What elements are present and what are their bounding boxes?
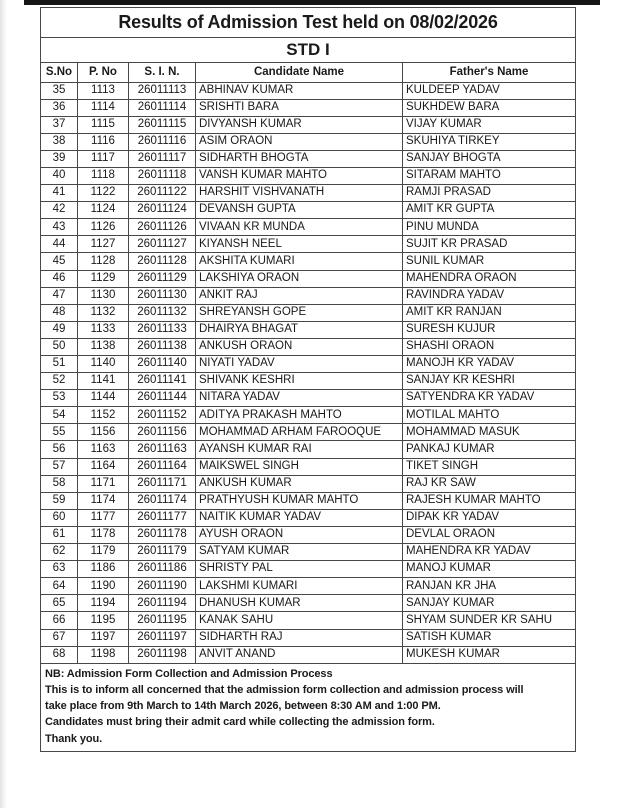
table-row xyxy=(41,150,576,167)
table-row xyxy=(41,424,576,441)
cell: 26011132 xyxy=(129,304,196,321)
cell: 38 xyxy=(41,133,78,150)
cell: SHREYANSH GOPE xyxy=(196,304,403,321)
cell: 26011174 xyxy=(129,492,196,509)
table-row xyxy=(41,373,576,390)
cell: 37 xyxy=(41,116,78,133)
cell: 1194 xyxy=(78,595,129,612)
cell: MAHENDRA ORAON xyxy=(403,270,576,287)
cell: 63 xyxy=(41,561,78,578)
cell: MOHAMMAD MASUK xyxy=(403,424,576,441)
table-row xyxy=(41,578,576,595)
column-header-row xyxy=(41,63,576,83)
cell: 61 xyxy=(41,526,78,543)
table-row xyxy=(41,595,576,612)
table-row xyxy=(41,116,576,133)
cell: KULDEEP YADAV xyxy=(403,82,576,99)
table-row xyxy=(41,526,576,543)
note-box xyxy=(41,663,576,751)
cell: SANJAY KUMAR xyxy=(403,595,576,612)
table-row xyxy=(41,253,576,270)
cell: AMIT KR RANJAN xyxy=(403,304,576,321)
note-row xyxy=(41,663,576,751)
cell: 1132 xyxy=(78,304,129,321)
column-header-3: Candidate Name xyxy=(196,63,403,83)
page-title: Results of Admission Test held on 08/02/2026 xyxy=(41,8,576,38)
cell: AYANSH KUMAR RAI xyxy=(196,441,403,458)
cell: SIDHARTH BHOGTA xyxy=(196,150,403,167)
cell: SANJAY BHOGTA xyxy=(403,150,576,167)
cell: 59 xyxy=(41,492,78,509)
cell: KANAK SAHU xyxy=(196,612,403,629)
table-row xyxy=(41,629,576,646)
table-row xyxy=(41,202,576,219)
note-line: NB: Admission Form Collection and Admission Process xyxy=(45,667,333,680)
cell: SHYAM SUNDER KR SAHU xyxy=(403,612,576,629)
cell: 1127 xyxy=(78,236,129,253)
note-line: This is to inform all concerned that the admission form collection and admission process will xyxy=(45,683,524,696)
cell: 45 xyxy=(41,253,78,270)
cell: 26011140 xyxy=(129,356,196,373)
cell: ASIM ORAON xyxy=(196,133,403,150)
cell: SRISHTI BARA xyxy=(196,99,403,116)
cell: 1115 xyxy=(78,116,129,133)
cell: 26011126 xyxy=(129,219,196,236)
cell: AKSHITA KUMARI xyxy=(196,253,403,270)
cell: MUKESH KUMAR xyxy=(403,646,576,663)
cell: MOTILAL MAHTO xyxy=(403,407,576,424)
cell: 44 xyxy=(41,236,78,253)
cell: 26011129 xyxy=(129,270,196,287)
cell: 1195 xyxy=(78,612,129,629)
table-row xyxy=(41,236,576,253)
table-row xyxy=(41,561,576,578)
table-row xyxy=(41,509,576,526)
cell: 1124 xyxy=(78,202,129,219)
cell: ADITYA PRAKASH MAHTO xyxy=(196,407,403,424)
cell: 1178 xyxy=(78,526,129,543)
cell: AYUSH ORAON xyxy=(196,526,403,543)
cell: RAJ KR SAW xyxy=(403,475,576,492)
cell: 1118 xyxy=(78,167,129,184)
cell: DEVANSH GUPTA xyxy=(196,202,403,219)
cell: ANKIT RAJ xyxy=(196,287,403,304)
cell: 26011178 xyxy=(129,526,196,543)
cell: 1171 xyxy=(78,475,129,492)
table-row xyxy=(41,458,576,475)
table-row xyxy=(41,321,576,338)
cell: 26011141 xyxy=(129,373,196,390)
cell: 26011190 xyxy=(129,578,196,595)
cell: 55 xyxy=(41,424,78,441)
cell: 68 xyxy=(41,646,78,663)
note-line: Thank you. xyxy=(45,732,103,745)
cell: VANSH KUMAR MAHTO xyxy=(196,167,403,184)
cell: LAKSHIYA ORAON xyxy=(196,270,403,287)
cell: 26011138 xyxy=(129,338,196,355)
cell: SIDHARTH RAJ xyxy=(196,629,403,646)
cell: PRATHYUSH KUMAR MAHTO xyxy=(196,492,403,509)
cell: 49 xyxy=(41,321,78,338)
cell: 56 xyxy=(41,441,78,458)
cell: 26011144 xyxy=(129,390,196,407)
cell: 1129 xyxy=(78,270,129,287)
table-row xyxy=(41,492,576,509)
cell: 1190 xyxy=(78,578,129,595)
cell: 26011198 xyxy=(129,646,196,663)
table-row xyxy=(41,287,576,304)
cell: 57 xyxy=(41,458,78,475)
table-row xyxy=(41,390,576,407)
cell: 26011118 xyxy=(129,167,196,184)
scan-artifact-bar xyxy=(24,0,600,5)
cell: MANOJH KR YADAV xyxy=(403,356,576,373)
cell: 1144 xyxy=(78,390,129,407)
cell: SHASHI ORAON xyxy=(403,338,576,355)
column-header-0: S.No xyxy=(41,63,78,83)
column-header-2: S. I. N. xyxy=(129,63,196,83)
table-row xyxy=(41,304,576,321)
cell: 36 xyxy=(41,99,78,116)
title-row xyxy=(41,8,576,38)
cell: 35 xyxy=(41,82,78,99)
cell: 1164 xyxy=(78,458,129,475)
cell: 26011177 xyxy=(129,509,196,526)
cell: 26011116 xyxy=(129,133,196,150)
table-row xyxy=(41,133,576,150)
cell: 26011130 xyxy=(129,287,196,304)
cell: SITARAM MAHTO xyxy=(403,167,576,184)
cell: 26011114 xyxy=(129,99,196,116)
cell: 54 xyxy=(41,407,78,424)
column-header-4: Father's Name xyxy=(403,63,576,83)
cell: SATYENDRA KR YADAV xyxy=(403,390,576,407)
table-row xyxy=(41,646,576,663)
cell: 48 xyxy=(41,304,78,321)
cell: 41 xyxy=(41,185,78,202)
cell: 1141 xyxy=(78,373,129,390)
cell: VIJAY KUMAR xyxy=(403,116,576,133)
subtitle-row xyxy=(41,38,576,63)
cell: ABHINAV KUMAR xyxy=(196,82,403,99)
table-row xyxy=(41,356,576,373)
cell: 26011127 xyxy=(129,236,196,253)
cell: 1177 xyxy=(78,509,129,526)
cell: HARSHIT VISHVANATH xyxy=(196,185,403,202)
cell: 1163 xyxy=(78,441,129,458)
cell: NAITIK KUMAR YADAV xyxy=(196,509,403,526)
cell: 26011194 xyxy=(129,595,196,612)
cell: RAJESH KUMAR MAHTO xyxy=(403,492,576,509)
note-line: take place from 9th March to 14th March 2026, between 8:30 AM and 1:00 PM. xyxy=(45,700,441,713)
table-row xyxy=(41,544,576,561)
table-row xyxy=(41,270,576,287)
cell: SUNIL KUMAR xyxy=(403,253,576,270)
cell: 51 xyxy=(41,356,78,373)
cell: 1128 xyxy=(78,253,129,270)
cell: 64 xyxy=(41,578,78,595)
cell: 26011186 xyxy=(129,561,196,578)
cell: 26011163 xyxy=(129,441,196,458)
cell: 66 xyxy=(41,612,78,629)
cell: 26011164 xyxy=(129,458,196,475)
cell: 40 xyxy=(41,167,78,184)
cell: 1179 xyxy=(78,544,129,561)
cell: 26011156 xyxy=(129,424,196,441)
cell: SUKHDEW BARA xyxy=(403,99,576,116)
column-header-1: P. No xyxy=(78,63,129,83)
table-row xyxy=(41,612,576,629)
cell: DIVYANSH KUMAR xyxy=(196,116,403,133)
cell: SHIVANK KESHRI xyxy=(196,373,403,390)
cell: 65 xyxy=(41,595,78,612)
cell: 50 xyxy=(41,338,78,355)
cell: SATISH KUMAR xyxy=(403,629,576,646)
results-table xyxy=(40,7,576,752)
cell: 1198 xyxy=(78,646,129,663)
cell: MAHENDRA KR YADAV xyxy=(403,544,576,561)
cell: RAMJI PRASAD xyxy=(403,185,576,202)
cell: 26011152 xyxy=(129,407,196,424)
cell: 62 xyxy=(41,544,78,561)
cell: MOHAMMAD ARHAM FAROOQUE xyxy=(196,424,403,441)
table-row xyxy=(41,441,576,458)
cell: 26011124 xyxy=(129,202,196,219)
cell: DIPAK KR YADAV xyxy=(403,509,576,526)
cell: SURESH KUJUR xyxy=(403,321,576,338)
cell: 26011122 xyxy=(129,185,196,202)
cell: 26011197 xyxy=(129,629,196,646)
cell: SKUHIYA TIRKEY xyxy=(403,133,576,150)
cell: 58 xyxy=(41,475,78,492)
cell: ANKUSH ORAON xyxy=(196,338,403,355)
cell: 26011117 xyxy=(129,150,196,167)
cell: PINU MUNDA xyxy=(403,219,576,236)
cell: AMIT KR GUPTA xyxy=(403,202,576,219)
cell: 1117 xyxy=(78,150,129,167)
cell: 26011113 xyxy=(129,82,196,99)
cell: ANKUSH KUMAR xyxy=(196,475,403,492)
cell: 1156 xyxy=(78,424,129,441)
scan-edge-shading xyxy=(0,0,7,808)
cell: MAIKSWEL SINGH xyxy=(196,458,403,475)
cell: RANJAN KR JHA xyxy=(403,578,576,595)
cell: 1114 xyxy=(78,99,129,116)
cell: 1140 xyxy=(78,356,129,373)
cell: 26011179 xyxy=(129,544,196,561)
cell: 53 xyxy=(41,390,78,407)
cell: 26011195 xyxy=(129,612,196,629)
cell: 26011115 xyxy=(129,116,196,133)
cell: 46 xyxy=(41,270,78,287)
cell: 26011171 xyxy=(129,475,196,492)
cell: NIYATI YADAV xyxy=(196,356,403,373)
cell: PANKAJ KUMAR xyxy=(403,441,576,458)
cell: TIKET SINGH xyxy=(403,458,576,475)
cell: 1113 xyxy=(78,82,129,99)
cell: DEVLAL ORAON xyxy=(403,526,576,543)
class-subtitle: STD I xyxy=(41,38,576,63)
cell: ANVIT ANAND xyxy=(196,646,403,663)
cell: 1126 xyxy=(78,219,129,236)
note-line: Candidates must bring their admit card while collecting the admission form. xyxy=(45,716,435,729)
cell: 1174 xyxy=(78,492,129,509)
cell: 52 xyxy=(41,373,78,390)
table-row xyxy=(41,82,576,99)
cell: 42 xyxy=(41,202,78,219)
table-row xyxy=(41,99,576,116)
cell: SANJAY KR KESHRI xyxy=(403,373,576,390)
cell: RAVINDRA YADAV xyxy=(403,287,576,304)
cell: 1186 xyxy=(78,561,129,578)
cell: SHRISTY PAL xyxy=(196,561,403,578)
cell: KIYANSH NEEL xyxy=(196,236,403,253)
cell: 26011133 xyxy=(129,321,196,338)
cell: 1116 xyxy=(78,133,129,150)
table-row xyxy=(41,167,576,184)
cell: DHAIRYA BHAGAT xyxy=(196,321,403,338)
table-row xyxy=(41,407,576,424)
cell: 1122 xyxy=(78,185,129,202)
cell: 39 xyxy=(41,150,78,167)
cell: 1138 xyxy=(78,338,129,355)
cell: 47 xyxy=(41,287,78,304)
cell: 1133 xyxy=(78,321,129,338)
table-row xyxy=(41,219,576,236)
cell: LAKSHMI KUMARI xyxy=(196,578,403,595)
cell: 60 xyxy=(41,509,78,526)
cell: SUJIT KR PRASAD xyxy=(403,236,576,253)
table-row xyxy=(41,338,576,355)
cell: 1130 xyxy=(78,287,129,304)
cell: 1152 xyxy=(78,407,129,424)
table-row xyxy=(41,475,576,492)
cell: 1197 xyxy=(78,629,129,646)
cell: SATYAM KUMAR xyxy=(196,544,403,561)
cell: 67 xyxy=(41,629,78,646)
table-row xyxy=(41,185,576,202)
cell: 43 xyxy=(41,219,78,236)
cell: DHANUSH KUMAR xyxy=(196,595,403,612)
cell: 26011128 xyxy=(129,253,196,270)
cell: VIVAAN KR MUNDA xyxy=(196,219,403,236)
cell: NITARA YADAV xyxy=(196,390,403,407)
cell: MANOJ KUMAR xyxy=(403,561,576,578)
